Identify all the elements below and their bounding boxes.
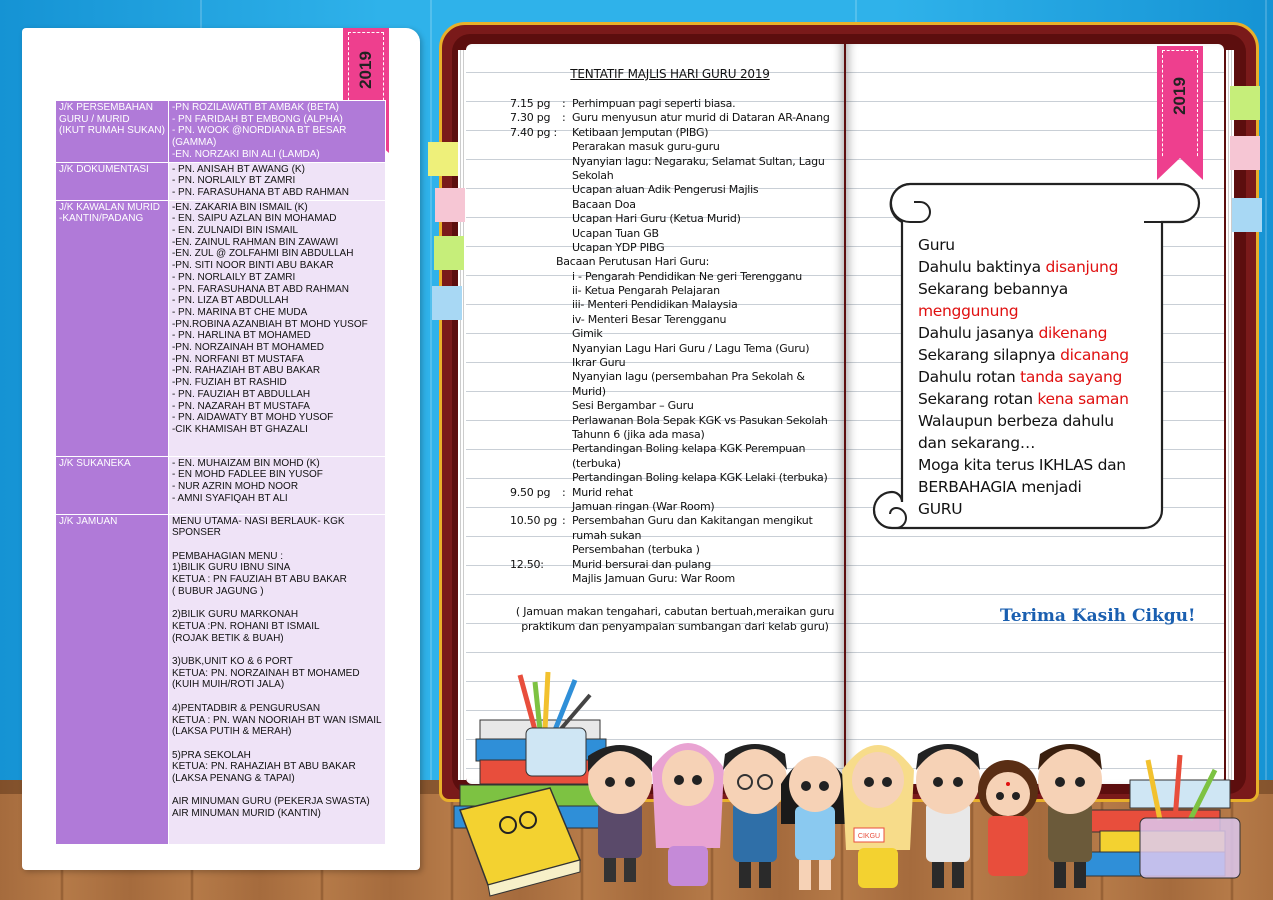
schedule-row <box>510 543 840 557</box>
committee-member: - PN. NORLAILY BT ZAMRI <box>171 175 296 187</box>
schedule-row <box>510 486 840 500</box>
poem-line <box>918 344 1158 366</box>
schedule-row <box>510 529 840 543</box>
poem-text: Dahulu jasanya <box>918 324 1039 342</box>
committee-member: - PN. NORLAILY BT ZAMRI <box>171 271 296 283</box>
schedule-item: Murid bersurai dan pulang <box>572 557 711 571</box>
guru-poem <box>918 234 1158 520</box>
committee-member: - PN. MARINA BT CHE MUDA <box>171 306 308 318</box>
committee-name <box>56 162 169 200</box>
committee-name-line: J/K KAWALAN MURID <box>59 201 160 213</box>
schedule-item: Sesi Bergambar – Guru <box>572 399 694 413</box>
committee-member: -PN. RAHAZIAH BT ABU BAKAR <box>171 365 321 377</box>
schedule-row <box>510 500 840 514</box>
schedule-item: Ucapan YDP PIBG <box>572 240 665 254</box>
poem-line <box>918 410 1158 432</box>
committee-name-line: J/K PERSEMBAHAN <box>59 102 153 113</box>
right-bookmark-year: 2019 <box>1170 77 1189 115</box>
wall-stripe <box>430 0 432 780</box>
committee-member: AIR MINUMAN MURID (KANTIN) <box>171 808 321 820</box>
poem-text: Walaupun berbeza dahulu <box>918 412 1114 430</box>
tentatif-schedule <box>510 97 840 586</box>
schedule-item: Nyanyian Lagu Hari Guru / Lagu Tema (Guru) <box>572 341 810 355</box>
schedule-item: Sekolah <box>572 168 614 182</box>
committee-member: 2)BILIK GURU MARKONAH <box>171 609 299 621</box>
schedule-item: Perhimpuan pagi seperti biasa. <box>572 97 736 110</box>
schedule-row <box>510 198 840 212</box>
committee-member: 5)PRA SEKOLAH <box>171 749 251 761</box>
thanks-message: Terima Kasih Cikgu! <box>1000 606 1196 626</box>
committee-members <box>168 456 385 514</box>
schedule-item: iv- Menteri Besar Terengganu <box>572 312 727 326</box>
committee-member: KETUA :PN. ROHANI BT ISMAIL <box>171 620 320 632</box>
committee-name-line: GURU / MURID <box>59 113 130 125</box>
poem-line <box>918 388 1158 410</box>
poem-text: Dahulu rotan <box>918 368 1021 386</box>
committee-member: - PN. FARASUHANA BT ABD RAHMAN <box>171 283 350 295</box>
schedule-item: Perlawanan Bola Sepak KGK vs Pasukan Sekolah <box>572 413 828 427</box>
right-bookmark-ribbon <box>1157 46 1203 158</box>
schedule-item: (terbuka) <box>572 456 621 470</box>
committee-member: KETUA : PN. WAN NOORIAH BT WAN ISMAIL <box>171 714 382 726</box>
committee-member: (KUIH MUIH/ROTI JALA) <box>171 679 285 691</box>
schedule-item: Murid rehat <box>572 485 633 499</box>
schedule-item: ii- Ketua Pengarah Pelajaran <box>572 284 720 298</box>
committee-member: -PN. FUZIAH BT RASHID <box>171 377 287 389</box>
poem-text: Moga kita terus IKHLAS dan <box>918 456 1126 474</box>
committee-name-line: -KANTIN/PADANG <box>59 213 144 225</box>
committee-members <box>168 101 385 163</box>
poem-line <box>918 278 1158 300</box>
poem-line <box>918 454 1158 476</box>
schedule-item: Persembahan (terbuka ) <box>572 543 700 557</box>
committee-name-line: J/K JAMUAN <box>59 515 118 527</box>
poem-line <box>918 300 1158 322</box>
poem-text: BERBAHAGIA menjadi <box>918 478 1082 496</box>
schedule-item: Bacaan Doa <box>572 197 636 211</box>
committee-member: -CIK KHAMISAH BT GHAZALI <box>171 423 308 435</box>
schedule-colon: : <box>562 485 566 499</box>
committee-row <box>56 456 386 514</box>
sticky-note-blue <box>1232 198 1262 232</box>
committee-member: - EN. SAIPU AZLAN BIN MOHAMAD <box>171 213 337 225</box>
committee-member: -EN. ZAINUL RAHMAN BIN ZAWAWI <box>171 236 339 248</box>
poem-highlight: dikenang <box>1038 324 1108 342</box>
schedule-row <box>510 169 840 183</box>
committee-member: (LAKSA PENANG & TAPAI) <box>171 773 295 785</box>
poem-text: dan sekarang… <box>918 434 1036 452</box>
schedule-item: rumah sukan <box>572 528 642 542</box>
committee-member: - EN MOHD FADLEE BIN YUSOF <box>171 469 323 481</box>
schedule-item: Bacaan Perutusan Hari Guru: <box>556 255 710 269</box>
committee-member <box>172 539 382 551</box>
poem-text: Sekarang silapnya <box>918 346 1061 364</box>
committee-member: 1)BILIK GURU IBNU SINA <box>171 562 291 574</box>
tentatif-title: TENTATIF MAJLIS HARI GURU 2019 <box>570 67 770 81</box>
teacher-characters <box>588 743 1102 890</box>
schedule-row <box>510 227 840 241</box>
schedule-row <box>510 126 840 140</box>
poem-text: Sekarang bebannya <box>918 280 1068 298</box>
poem-highlight: disanjung <box>1045 258 1119 276</box>
schedule-row <box>510 342 840 356</box>
schedule-row <box>510 241 840 255</box>
sticky-note-pink <box>435 188 465 222</box>
committee-name <box>56 200 169 456</box>
committee-name <box>56 101 169 163</box>
poem-line <box>918 498 1158 520</box>
schedule-item: Ketibaan Jemputan (PIBG) <box>572 125 709 139</box>
schedule-colon: : <box>562 111 566 125</box>
committee-table <box>55 100 386 845</box>
sticky-note-pink <box>1230 136 1260 170</box>
committee-name-line: (IKUT RUMAH SUKAN) <box>59 125 165 137</box>
committee-member: -EN. ZUL @ ZOLFAHMI BIN ABDULLAH <box>171 248 354 260</box>
schedule-row <box>510 270 840 284</box>
committee-name-line: J/K SUKANEKA <box>59 457 131 469</box>
schedule-row <box>510 471 840 485</box>
schedule-time: 7.30 pg <box>510 111 551 125</box>
schedule-item: Murid) <box>572 384 606 398</box>
schedule-item: Ucapan aluan Adik Pengerusi Majlis <box>572 183 759 197</box>
schedule-row <box>510 457 840 471</box>
poem-text: GURU <box>918 500 963 518</box>
schedule-item: Nyanyian lagu (persembahan Pra Sekolah & <box>572 370 805 384</box>
schedule-item: Gimik <box>572 327 603 341</box>
schedule-item: iii- Menteri Pendidikan Malaysia <box>572 298 738 312</box>
schedule-row <box>510 399 840 413</box>
schedule-row <box>510 558 840 572</box>
schedule-row <box>510 111 840 125</box>
committee-member: (LAKSA PUTIH & MERAH) <box>171 726 292 738</box>
committee-member: PEMBAHAGIAN MENU : <box>171 550 284 562</box>
committee-member: - PN. NAZARAH BT MUSTAFA <box>171 400 310 412</box>
committee-member: - PN. ANISAH BT AWANG (K) <box>171 163 305 175</box>
schedule-item: Persembahan Guru dan Kakitangan mengikut <box>572 514 813 528</box>
schedule-row <box>510 428 840 442</box>
schedule-row <box>510 155 840 169</box>
committee-member <box>172 598 382 610</box>
committee-members <box>168 162 385 200</box>
sticky-note-yellow <box>428 142 458 176</box>
committee-members <box>168 514 385 844</box>
committee-member <box>172 644 382 656</box>
schedule-row <box>510 327 840 341</box>
committee-member: ( BUBUR JAGUNG ) <box>171 585 264 597</box>
committee-member: 4)PENTADBIR & PENGURUSAN <box>171 702 321 714</box>
committee-member: - EN. MUHAIZAM BIN MOHD (K) <box>171 457 320 469</box>
poem-highlight: menggunung <box>918 302 1019 320</box>
note-line: ( Jamuan makan tengahari, cabutan bertuah,meraikan guru <box>515 605 835 618</box>
schedule-row <box>510 140 840 154</box>
schedule-colon: : <box>562 97 566 110</box>
cikgu-badge: CIKGU <box>857 833 881 840</box>
committee-name-line: J/K DOKUMENTASI <box>59 163 149 175</box>
committee-member: - AMNI SYAFIQAH BT ALI <box>171 492 288 504</box>
schedule-time: 9.50 pg <box>510 485 551 499</box>
committee-name <box>56 456 169 514</box>
committee-member: MENU UTAMA- NASI BERLAUK- KGK <box>171 515 345 527</box>
schedule-item: Perarakan masuk guru-guru <box>572 140 720 154</box>
poem-line <box>918 366 1158 388</box>
committee-member: -PN. NORFANI BT MUSTAFA <box>171 353 304 365</box>
committee-member: -PN ROZILAWATI BT AMBAK (BETA) <box>171 102 339 113</box>
committee-member: - PN. WOOK @NORDIANA BT BESAR <box>171 125 347 137</box>
schedule-row <box>510 284 840 298</box>
committee-member: SPONSER <box>171 527 221 539</box>
schedule-row <box>510 183 840 197</box>
committee-member: - PN. FAUZIAH BT ABDULLAH <box>171 388 311 400</box>
committee-name <box>56 514 169 844</box>
committee-member: (GAMMA) <box>171 137 217 149</box>
schedule-item: Ucapan Hari Guru (Ketua Murid) <box>572 212 741 226</box>
sticky-note-green <box>434 236 464 270</box>
committee-row <box>56 101 386 163</box>
schedule-colon: : <box>562 514 566 528</box>
committee-member: -EN. ZAKARIA BIN ISMAIL (K) <box>171 201 308 213</box>
schedule-row <box>510 212 840 226</box>
schedule-row <box>510 255 840 269</box>
left-bookmark-year: 2019 <box>356 51 375 89</box>
committee-member: KETUA: PN. NORZAINAH BT MOHAMED <box>171 667 360 679</box>
schedule-row <box>510 385 840 399</box>
teachers-illustration <box>440 660 1273 900</box>
committee-member: 3)UBK,UNIT KO & 6 PORT <box>171 656 293 668</box>
schedule-row <box>510 442 840 456</box>
schedule-item: Majlis Jamuan Guru: War Room <box>572 571 735 585</box>
tentatif-note <box>505 604 845 634</box>
schedule-item: Tahunn 6 (jika ada masa) <box>572 427 705 441</box>
schedule-time: 12.50: <box>510 557 544 571</box>
sticky-note-blue <box>432 286 462 320</box>
schedule-item: Jamuan ringan (War Room) <box>572 499 715 513</box>
committee-member: (ROJAK BETIK & BUAH) <box>171 632 284 644</box>
committee-table-body <box>56 101 386 845</box>
schedule-item: Pertandingan Boling kelapa KGK Perempuan <box>572 442 806 456</box>
committee-member: - PN. HARLINA BT MOHAMED <box>171 330 311 342</box>
note-line: praktikum dan penyampaian sumbangan dari kelab guru) <box>521 620 829 633</box>
committee-member: KETUA: PN. RAHAZIAH BT ABU BAKAR <box>171 761 356 773</box>
poem-text: Guru <box>918 236 955 254</box>
schedule-row <box>510 370 840 384</box>
committee-member: - PN. LIZA BT ABDULLAH <box>171 295 289 307</box>
schedule-item: Pertandingan Boling kelapa KGK Lelaki (terbuka) <box>572 471 828 485</box>
poem-line <box>918 476 1158 498</box>
schedule-row <box>510 414 840 428</box>
committee-member: - PN. FARASUHANA BT ABD RAHMAN <box>171 186 350 198</box>
schedule-time: 7.40 pg : <box>510 125 557 139</box>
committee-member: -PN.ROBINA AZANBIAH BT MOHD YUSOF <box>171 318 368 330</box>
committee-member: -EN. NORZAKI BIN ALI (LAMDA) <box>171 148 320 160</box>
committee-member <box>172 738 382 750</box>
committee-member: KETUA : PN FAUZIAH BT ABU BAKAR <box>171 574 347 586</box>
committee-row <box>56 514 386 844</box>
schedule-item: Ikrar Guru <box>572 356 626 370</box>
poem-text: Sekarang rotan <box>918 390 1038 408</box>
committee-member: -PN. NORZAINAH BT MOHAMED <box>171 342 324 354</box>
committee-row <box>56 162 386 200</box>
schedule-row <box>510 298 840 312</box>
poem-highlight: kena saman <box>1037 390 1129 408</box>
schedule-item: Nyanyian lagu: Negaraku, Selamat Sultan, Lagu <box>572 154 825 168</box>
committee-member: - NUR AZRIN MOHD NOOR <box>171 481 299 493</box>
poem-text: Dahulu baktinya <box>918 258 1046 276</box>
schedule-time: 10.50 pg <box>510 514 557 528</box>
schedule-row <box>510 514 840 528</box>
poem-highlight: dicanang <box>1060 346 1129 364</box>
committee-members <box>168 200 385 456</box>
schedule-row <box>510 356 840 370</box>
poem-line <box>918 234 1158 256</box>
schedule-item: Ucapan Tuan GB <box>572 226 659 240</box>
committee-member: -PN. SITI NOOR BINTI ABU BAKAR <box>171 260 334 272</box>
poem-line <box>918 432 1158 454</box>
committee-member <box>172 691 382 703</box>
sticky-note-green <box>1230 86 1260 120</box>
poem-highlight: tanda sayang <box>1020 368 1123 386</box>
schedule-time: 7.15 pg <box>510 97 551 110</box>
committee-row <box>56 200 386 456</box>
schedule-item: Guru menyusun atur murid di Dataran AR-Anang <box>572 111 830 125</box>
schedule-row <box>510 97 840 111</box>
committee-member: - PN. AIDAWATY BT MOHD YUSOF <box>171 412 334 424</box>
committee-member: - EN. ZULNAIDI BIN ISMAIL <box>171 225 299 237</box>
committee-member <box>172 785 382 797</box>
committee-member: - PN FARIDAH BT EMBONG (ALPHA) <box>171 113 343 125</box>
schedule-row <box>510 313 840 327</box>
poem-line <box>918 256 1158 278</box>
schedule-row <box>510 572 840 586</box>
committee-member: AIR MINUMAN GURU (PEKERJA SWASTA) <box>171 796 370 808</box>
poem-line <box>918 322 1158 344</box>
schedule-item: i - Pengarah Pendidikan Ne geri Terengganu <box>572 269 803 283</box>
